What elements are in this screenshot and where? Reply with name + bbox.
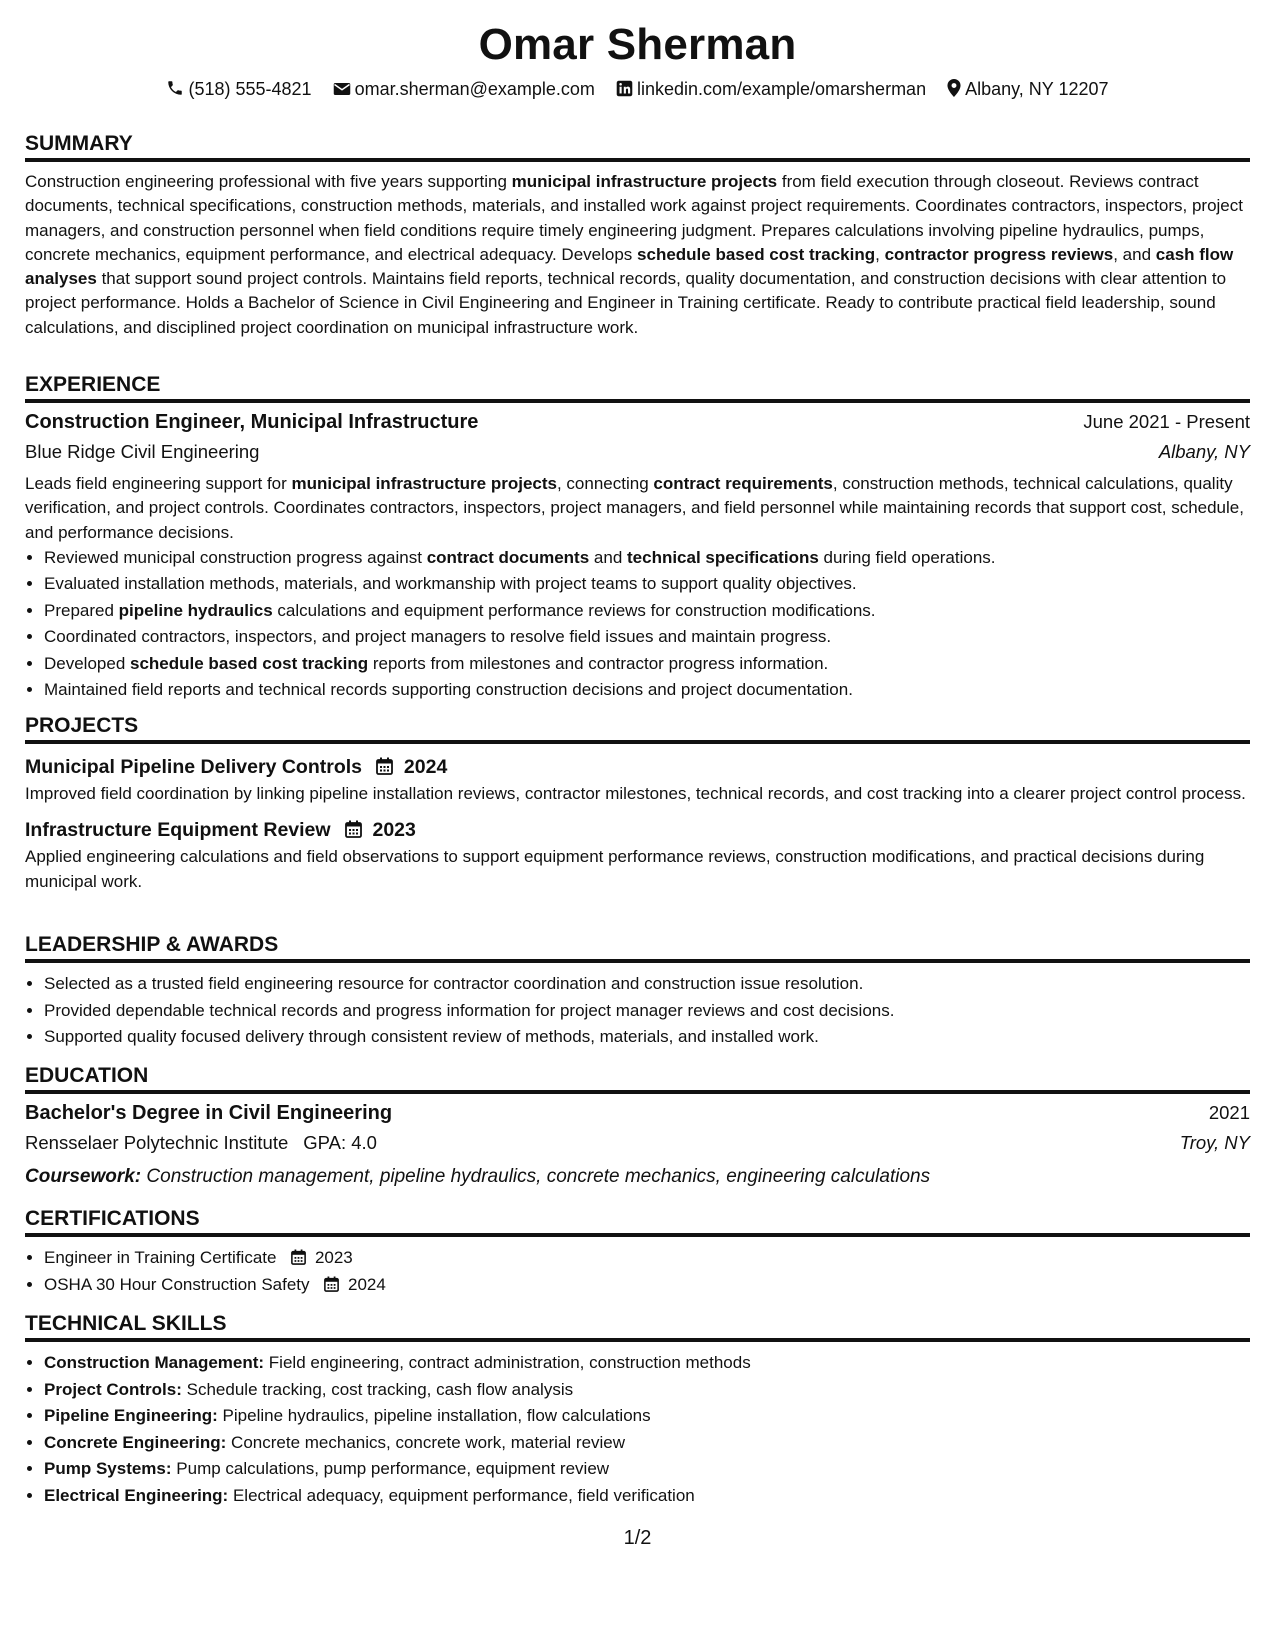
- section-title: LEADERSHIP & AWARDS: [25, 930, 1250, 963]
- skill-label: Pipeline Engineering:: [44, 1406, 218, 1425]
- text-run: that support sound project controls. Maintains field reports, technical records, quality documentation, and construction decisions with clear attention to project performance. Holds a Bachelor of Science in Civil Engineering and Engineer in Training certificate. Ready to contribute practical field leadership, sound calculations, and disciplined project coordination on municipal infrastructure work.: [25, 269, 1227, 337]
- list-item: [44, 624, 1250, 651]
- text-run: Reviewed municipal construction progress against: [44, 547, 427, 567]
- list-item: [44, 545, 1250, 572]
- text-run: Coordinated contractors, inspectors, and project managers to resolve field issues and maintain progress.: [44, 627, 832, 647]
- cert-year: 2024: [348, 1274, 386, 1294]
- certifications-list: [25, 1245, 1250, 1298]
- bold-text: technical specifications: [627, 547, 819, 567]
- cert-name: Engineer in Training Certificate: [44, 1248, 277, 1267]
- calendar-icon: [324, 1276, 339, 1292]
- calendar-icon: [376, 757, 393, 775]
- bold-text: schedule based cost tracking: [637, 244, 876, 264]
- list-item: [44, 677, 1250, 704]
- section-title: PROJECTS: [25, 711, 1250, 744]
- school-location: Troy, NY: [1179, 1132, 1250, 1153]
- list-item: [44, 651, 1250, 678]
- bold-text: pipeline hydraulics: [118, 600, 273, 620]
- list-item: [44, 1272, 1250, 1299]
- section-title: SUMMARY: [25, 129, 1250, 162]
- gpa: GPA: 4.0: [303, 1132, 377, 1153]
- text-run: , construction methods, technical calculations, quality verification, and project controls. Coordinates contractors, inspectors, project managers, and field personnel while maintaining records that support cost, schedule, and performance decisions.: [25, 474, 1244, 542]
- skill-label: Pump Systems:: [44, 1459, 172, 1478]
- list-item: [44, 598, 1250, 625]
- leadership-section: [25, 930, 1250, 1051]
- skill-item: [44, 1456, 1250, 1483]
- education-section: [25, 1061, 1250, 1192]
- section-title: EXPERIENCE: [25, 370, 1250, 403]
- bold-text: cash flow analyses: [25, 244, 1234, 289]
- contact-phone[interactable]: [166, 79, 311, 100]
- project-name: Municipal Pipeline Delivery Controls: [25, 756, 362, 778]
- list-item: [44, 571, 1250, 598]
- degree-title: Bachelor's Degree in Civil Engineering: [25, 1102, 393, 1124]
- job-description: [25, 472, 1250, 545]
- map-pin-icon: [947, 79, 961, 97]
- skill-label: Project Controls:: [44, 1379, 182, 1399]
- phone-text: (518) 555-4821: [188, 78, 312, 99]
- email-text: omar.sherman@example.com: [354, 78, 595, 99]
- skill-value: Pipeline hydraulics, pipeline installation, flow calculations: [222, 1406, 651, 1425]
- project-name: Infrastructure Equipment Review: [25, 819, 331, 842]
- skill-item: [44, 1403, 1250, 1430]
- text-run: ,: [875, 244, 885, 264]
- envelope-icon: [333, 81, 351, 97]
- bold-text: municipal infrastructure projects: [511, 172, 778, 191]
- cert-year: 2023: [314, 1248, 353, 1267]
- text-run: and: [589, 547, 627, 567]
- coursework-line: [25, 1162, 1250, 1192]
- text-run: Prepared: [44, 600, 119, 620]
- bold-text: contract documents: [426, 547, 590, 567]
- section-title: EDUCATION: [25, 1061, 1250, 1094]
- page-number: 1/2: [623, 1527, 652, 1549]
- skill-item: [44, 1430, 1250, 1457]
- text-run: , connecting: [556, 474, 654, 493]
- skill-value: Pump calculations, pump performance, equipment review: [176, 1459, 610, 1478]
- section-title: TECHNICAL SKILLS: [25, 1309, 1250, 1342]
- project-item: [25, 752, 1250, 806]
- contact-location: [947, 79, 1108, 100]
- bold-text: contract requirements: [653, 474, 833, 493]
- linkedin-text: linkedin.com/example/omarsherman: [636, 78, 927, 99]
- bold-text: contractor progress reviews: [884, 244, 1114, 264]
- contact-bar: [25, 78, 1250, 100]
- project-item: [25, 815, 1250, 894]
- job-bullets: [25, 545, 1250, 704]
- list-item: • Selected as a trusted field engineering resource for contractor coordination and construction issue resolution.: [44, 971, 1250, 998]
- calendar-icon: [345, 820, 362, 838]
- job-dates: June 2021 - Present: [1083, 411, 1250, 432]
- summary-section: [25, 129, 1250, 340]
- text-run: reports from milestones and contractor progress information.: [368, 653, 829, 673]
- certifications-section: [25, 1204, 1250, 1298]
- skill-value: Schedule tracking, cost tracking, cash flow analysis: [186, 1379, 574, 1399]
- skills-list: [25, 1350, 1250, 1509]
- section-title: CERTIFICATIONS: [25, 1204, 1250, 1237]
- text-run: Leads field engineering support for: [25, 474, 292, 493]
- phone-icon: [166, 79, 184, 97]
- skill-label: Concrete Engineering:: [44, 1432, 227, 1452]
- skill-value: Concrete mechanics, concrete work, material review: [231, 1432, 626, 1452]
- text-run: during field operations.: [818, 547, 996, 567]
- project-description: Applied engineering calculations and field observations to support equipment performance reviews, construction modifications, and practical decisions during municipal work.: [25, 847, 1205, 891]
- project-year: 2024: [403, 756, 448, 778]
- list-item: [44, 1245, 1250, 1272]
- resume-page: [25, 0, 1250, 1650]
- skill-label: Electrical Engineering:: [44, 1485, 229, 1505]
- summary-text: [25, 170, 1250, 340]
- contact-email[interactable]: [333, 79, 595, 100]
- skill-value: Electrical adequacy, equipment performance, field verification: [232, 1485, 695, 1505]
- text-run: Developed: [44, 653, 131, 673]
- experience-section: [25, 370, 1250, 704]
- skill-value: Field engineering, contract administration, construction methods: [268, 1353, 751, 1372]
- list-item: • Provided dependable technical records and progress information for project manager reviews and cost decisions.: [44, 998, 1250, 1025]
- location-text: Albany, NY 12207: [965, 78, 1109, 99]
- text-run: Evaluated installation methods, materials, and workmanship with project teams to support quality objectives.: [44, 574, 857, 594]
- coursework-label: Coursework:: [25, 1166, 142, 1187]
- skills-section: [25, 1309, 1250, 1509]
- school-name: Rensselaer Polytechnic Institute: [25, 1132, 289, 1153]
- text-run: Construction engineering professional with five years supporting: [25, 172, 512, 191]
- text-run: from field execution through closeout. Reviews contract documents, technical specifications, construction methods, materials, and installed work against project requirements. Coordinates contractors, inspectors, project managers, and construction personnel when field conditions require timely engineering judgment. Prepares calculations involving pipeline hydraulics, pumps, concrete mechanics, equipment performance, and electrical adequacy. Develops: [25, 172, 1243, 264]
- bold-text: schedule based cost tracking: [130, 653, 369, 673]
- list-item: • Supported quality focused delivery through consistent review of methods, materials, and installed work.: [44, 1024, 1250, 1051]
- job-location: Albany, NY: [1158, 441, 1250, 462]
- cert-name: OSHA 30 Hour Construction Safety: [44, 1274, 310, 1294]
- projects-section: [25, 711, 1250, 894]
- leadership-list: [25, 971, 1250, 1051]
- contact-linkedin[interactable]: [616, 79, 926, 100]
- calendar-icon: [291, 1249, 306, 1265]
- skill-label: Construction Management:: [44, 1353, 265, 1372]
- candidate-name: Omar Sherman: [478, 20, 797, 69]
- project-description: Improved field coordination by linking pipeline installation reviews, contractor milestones, technical records, and cost tracking into a clearer project control process.: [25, 784, 1246, 803]
- text-run: , and: [1113, 244, 1156, 264]
- job-title: Construction Engineer, Municipal Infrastructure: [25, 411, 479, 433]
- coursework-text: Construction management, pipeline hydraulics, concrete mechanics, engineering calculations: [146, 1166, 931, 1187]
- text-run: calculations and equipment performance reviews for construction modifications.: [272, 600, 876, 620]
- skill-item: [44, 1483, 1250, 1510]
- linkedin-icon: [616, 80, 633, 97]
- project-year: 2023: [372, 819, 416, 842]
- skill-item: [44, 1350, 1250, 1377]
- skill-item: [44, 1377, 1250, 1404]
- graduation-year: 2021: [1208, 1102, 1250, 1123]
- company-name: Blue Ridge Civil Engineering: [25, 441, 260, 462]
- text-run: Maintained field reports and technical records supporting construction decisions and project documentation.: [44, 680, 853, 700]
- bold-text: municipal infrastructure projects: [291, 474, 557, 493]
